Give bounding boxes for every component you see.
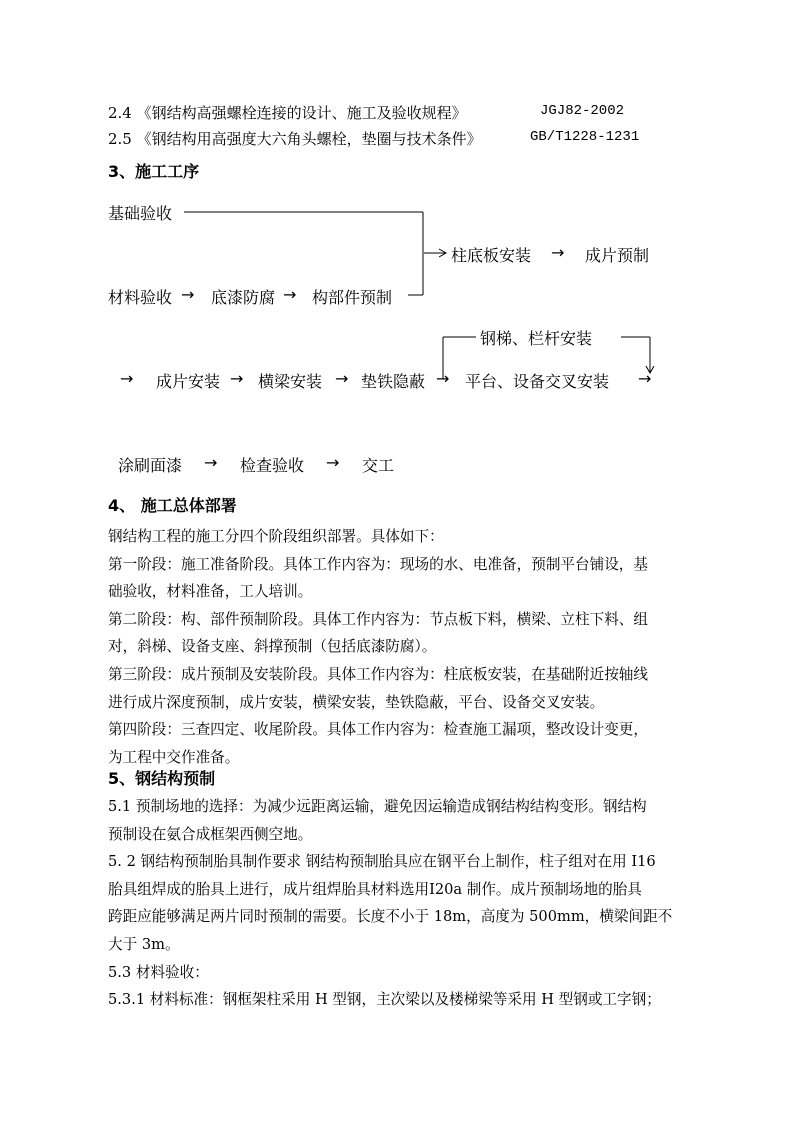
section-3-heading: 3、施工工序 [108, 162, 200, 181]
flow-piece-install: 成片安装 [156, 372, 221, 391]
section-5-body [108, 793, 708, 1014]
paragraph-line: 第一阶段：施工准备阶段。具体工作内容为：现场的水、电准备，预制平台铺设，基 [108, 555, 648, 573]
flow-arrow: → [551, 243, 565, 262]
flow-topcoat-painting: 涂刷面漆 [118, 456, 183, 475]
paragraph-line: 第二阶段：构、部件预制阶段。具体工作内容为：节点板下料，横梁、立柱下料、组 [108, 610, 648, 628]
paragraph-line: 对，斜梯、设备支座、斜撑预制（包括底漆防腐）。 [108, 638, 437, 656]
flow-foundation-acceptance: 基础验收 [108, 204, 173, 223]
paragraph-line: 5.1 预制场地的选择：为减少远距离运输，避免因运输造成钢结构结构变形。钢结构 [108, 798, 647, 815]
flow-shim-concealment: 垫铁隐蔽 [361, 372, 426, 391]
reference-number: 2.4 [108, 104, 132, 122]
reference-code: GB/T1228-1231 [530, 129, 640, 145]
flow-arrow: → [335, 369, 349, 388]
flow-beam-install: 横梁安装 [258, 372, 323, 391]
paragraph-line: 胎具组焊成的胎具上进行，成片组焊胎具材料选用Ⅰ20a 制作。成片预制场地的胎具 [108, 880, 642, 898]
paragraph-line: 为工程中交作准备。 [108, 748, 240, 766]
paragraph-line: 第三阶段：成片预制及安装阶段。具体工作内容为：柱底板安装，在基础附近按轴线 [108, 665, 648, 683]
paragraph-line: 5. 2 钢结构预制胎具制作要求 钢结构预制胎具应在钢平台上制作，柱子组对在用 I16 [108, 853, 656, 871]
flow-material-acceptance: 材料验收 [108, 288, 173, 307]
flow-piece-prefab: 成片预制 [585, 246, 650, 265]
flow-arrow: → [120, 369, 134, 388]
flow-base-plate-install: 柱底板安装 [451, 246, 532, 265]
flow-arrow: → [181, 285, 195, 304]
paragraph-line: 进行成片深度预制，成片安装，横梁安装，垫铁隐蔽，平台、设备交叉安装。 [108, 693, 605, 711]
flow-arrow: → [230, 369, 244, 388]
reference-number: 2.5 [108, 130, 132, 148]
paragraph-line: 第四阶段：三查四定、收尾阶段。具体工作内容为：检查施工漏项，整改设计变更， [108, 721, 648, 739]
flow-component-prefab: 构部件预制 [312, 288, 393, 307]
flow-arrow: → [638, 369, 652, 388]
paragraph-line: 5.3.1 材料标准：钢框架柱采用 H 型钢，主次梁以及楼梯梁等采用 H 型钢或工字钢； [108, 991, 661, 1009]
paragraph-line: 跨距应能够满足两片同时预制的需要。长度不小于 18m，高度为 500mm，横梁间距不 [108, 908, 673, 926]
paragraph-line: 5.3 材料验收： [108, 963, 209, 981]
paragraph-line: 础验收，材料准备，工人培训。 [108, 583, 313, 601]
reference-title: 《钢结构高强螺栓连接的设计、施工及验收规程》 [136, 104, 467, 122]
section-4-heading: 4、 施工总体部署 [108, 496, 237, 515]
flow-stairs-railing-install: 钢梯、栏杆安装 [480, 329, 593, 348]
flow-arrow: → [436, 369, 450, 388]
paragraph-line: 预制设在氨合成框架西侧空地。 [108, 825, 313, 843]
paragraph-line: 钢结构工程的施工分四个阶段组织部署。具体如下： [108, 528, 444, 545]
flow-arrow: → [204, 453, 218, 472]
flow-platform-equipment-install: 平台、设备交叉安装 [465, 372, 610, 391]
reference-title: 《钢结构用高强度大六角头螺栓，垫圈与技术条件》 [136, 130, 482, 148]
flow-inspection-acceptance: 检查验收 [240, 456, 305, 475]
flow-primer-anticorrosion: 底漆防腐 [211, 288, 276, 307]
paragraph-line: 大于 3m。 [108, 935, 180, 953]
flow-arrow: → [283, 285, 297, 304]
flow-arrow: → [326, 453, 340, 472]
flow-handover: 交工 [362, 456, 395, 475]
reference-code: JGJ82-2002 [540, 103, 625, 119]
section-5-heading: 5、钢结构预制 [108, 769, 216, 788]
section-4-body [108, 523, 708, 771]
